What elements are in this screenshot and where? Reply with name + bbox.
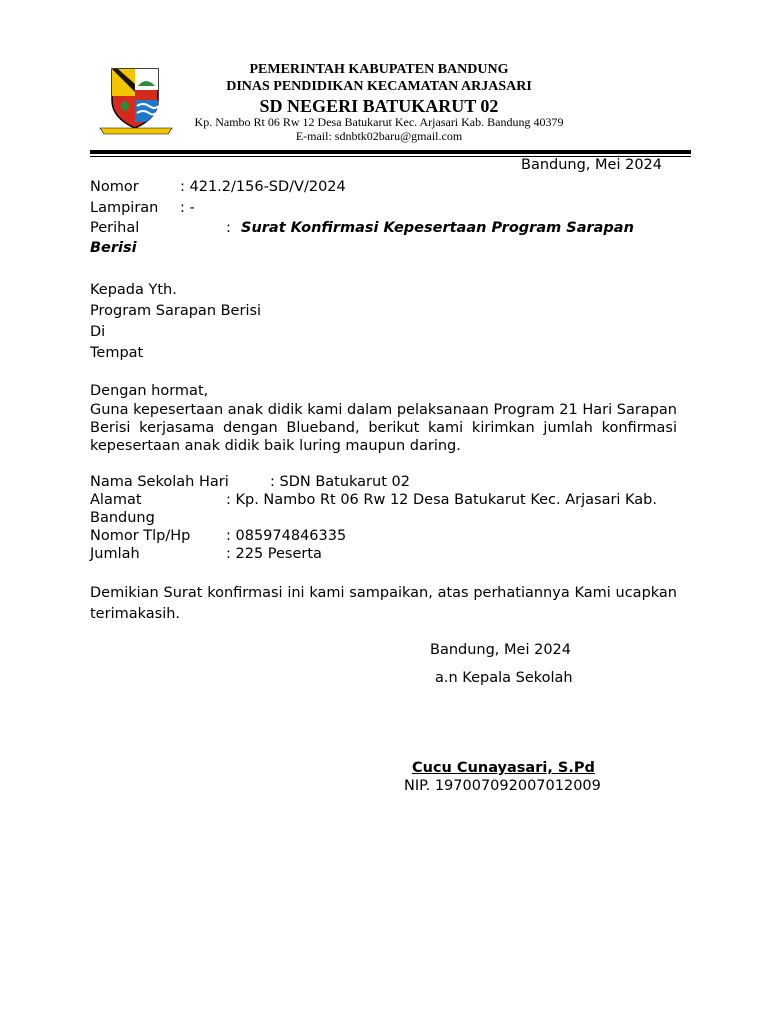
signatory-name: Cucu Cunayasari, S.Pd xyxy=(412,760,595,776)
perihal-value-cont: Berisi xyxy=(90,240,137,256)
lampiran-value: : - xyxy=(180,200,195,216)
perihal-label: Perihal xyxy=(90,220,140,236)
kop-divider-thick xyxy=(90,150,691,154)
nama-value: : SDN Batukarut 02 xyxy=(270,474,410,490)
recipient-line-1: Kepada Yth. xyxy=(90,282,177,298)
nomor-label: Nomor xyxy=(90,179,139,195)
greeting: Dengan hormat, xyxy=(90,383,209,399)
regency-logo xyxy=(98,66,174,138)
kop-line-2: DINAS PENDIDIKAN KECAMATAN ARJASARI xyxy=(226,79,532,94)
signatory-nip: NIP. 197007092007012009 xyxy=(404,778,601,794)
telp-value: : 085974846335 xyxy=(226,528,347,544)
perihal-value: Surat Konfirmasi Kepesertaan Program Sarapan xyxy=(241,220,634,236)
kop-email: E-mail: sdnbtk02baru@gmail.com xyxy=(295,129,463,143)
recipient-line-3: Di xyxy=(90,324,106,340)
nomor-value: : 421.2/156-SD/V/2024 xyxy=(180,179,346,195)
recipient-line-4: Tempat xyxy=(90,345,144,361)
jumlah-label: Jumlah xyxy=(90,546,140,562)
closing-paragraph: Demikian Surat konfirmasi ini kami sampaikan, atas perhatiannya Kami ucapkan terimakasih. xyxy=(90,585,677,622)
perihal-colon: : xyxy=(226,220,231,236)
lampiran-label: Lampiran xyxy=(90,200,159,216)
signature-role: a.n Kepala Sekolah xyxy=(435,670,573,686)
nama-label: Nama Sekolah Hari xyxy=(90,474,229,490)
telp-label: Nomor Tlp/Hp xyxy=(90,528,191,544)
kop-address: Kp. Nambo Rt 06 Rw 12 Desa Batukarut Kec. Arjasari Kab. Bandung 40379 xyxy=(194,115,564,129)
signature-date: Bandung, Mei 2024 xyxy=(430,642,571,658)
recipient-line-2: Program Sarapan Berisi xyxy=(90,303,262,319)
alamat-value-cont: Bandung xyxy=(90,510,155,526)
alamat-value: : Kp. Nambo Rt 06 Rw 12 Desa Batukarut Kec. Arjasari Kab. xyxy=(226,492,657,508)
kop-line-1: PEMERINTAH KABUPATEN BANDUNG xyxy=(249,62,509,77)
jumlah-value: : 225 Peserta xyxy=(226,546,322,562)
letter-date: Bandung, Mei 2024 xyxy=(521,157,662,173)
alamat-label: Alamat xyxy=(90,492,142,508)
kop-school-name: SD NEGERI BATUKARUT 02 xyxy=(259,96,499,116)
body-paragraph: Guna kepesertaan anak didik kami dalam pelaksanaan Program 21 Hari Sarapan Berisi kerjasama dengan Blueband, berikut kami kirimkan jumlah konfirmasi kepesertaan anak didik baik luring maupun daring. xyxy=(90,402,677,454)
